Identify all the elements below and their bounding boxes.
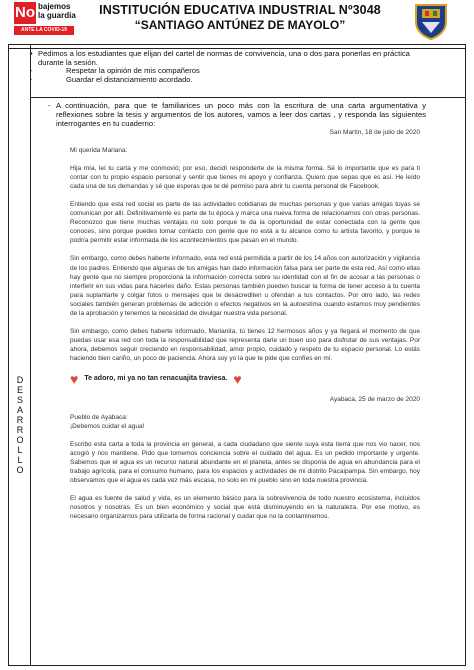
letter1-signature: Te adoro, mi ya no tan renacuajita traviesa.	[84, 375, 228, 383]
logo-line-2: la guardia	[38, 11, 76, 20]
school-crest-icon	[413, 2, 449, 40]
list-item: - Respetar la opinión de mis compañeros	[30, 66, 200, 76]
letter2-date: Ayabaca, 25 de marzo de 2020	[329, 395, 420, 403]
letter2-paragraph: Escribo esta carta a toda la provincia en general, a cada ciudadano que siente suya esta tierra que nos vio nacer, nos acogió y nos mantiene. Pido que tomemos conciencia sobre el cuidado del agua. Es un pedido importante y urgente. Sabemos que el agua es un recurso natural abundante en el planeta, antes se disponía de agua en abundancia para el trabajo agrícola, para el consumo humano, para los espacios y actividades de mi distrito Pacaipampa. Sin embargo, hoy observamos que el agua es cada vez más escasa, no solo en mi pueblo sino en toda nuestra provincia.	[70, 441, 420, 485]
stage-column	[9, 45, 31, 665]
letter1-paragraph: Entiendo que esta red social es parte de las actividades cotidianas de muchas personas y que varias amigas tuyas se comunican por allí. Definitivamente es parte de tu época y marca una nueva forma de relacionarnos con otras personas. Reconozco que tiene muchas ventajas no solo porque te da la oportunidad de estar conectada con la gente que conoces, sino porque puedes tomar contacto con gente que no está a tu alcance como tu artista favorito, y porque te podría permitir estar informada de los acontecimientos que pasan en el mundo.	[70, 201, 420, 245]
list-item: - Guardar el distanciamiento acordado.	[30, 74, 193, 84]
school-title: INSTITUCIÓN EDUCATIVA INDUSTRIAL Nº3048	[99, 3, 381, 17]
logo-no: No	[14, 2, 36, 24]
heart-icon: ♥	[233, 370, 242, 387]
intro-paragraph: - A continuación, para que te familiarices un poco más con la escritura de una carta argumentativa y reflexiones sobre la tesis y argumentos de los autores, vamos a leer dos cartas , y responda las siguientes interrogantes en tu cuaderno:	[48, 101, 426, 128]
letters-image	[70, 128, 420, 522]
campaign-logo	[14, 2, 86, 38]
letter2-greeting: Pueblo de Ayabaca:	[70, 414, 128, 422]
page-header	[0, 0, 474, 42]
letter1-paragraph: Hija mía, leí tu carta y me conmovió; por eso, decidí responderte de la misma forma. Sé lo importante que es para ti contar con tu propio espacio personal y sentir que tienes mi apoyo y confianza. Quiero que sepas que es así. He leído cada una de tus demandas y sé que esperas que te dé permiso para abrir tu cuenta personal de Facebook.	[70, 165, 420, 191]
letter1-date: San Martín, 18 de julio de 2020	[329, 129, 420, 136]
logo-line-1: bajemos	[38, 2, 71, 11]
logo-strip: ANTE LA COVID-19	[14, 26, 74, 35]
stage-label: D E S A R R O L L O	[16, 375, 24, 475]
letter1-paragraph: Sin embargo, como debes haberte informado, esta red está permitida a partir de los 14 años con autorización y vigilancia de los padres. Entiendo que algunas de tus amigas han dado información falsa para ser parte de esta red. Así como ellas hay gente que no siempre proporciona la información correcta sobre su identidad con el fin de acosar a las personas o interferir en sus vidas para hacerles daño. Estas personas también pueden buscar la forma de tener acceso a tu cuenta para suplantarte y colgar fotos o mensajes que te desacrediten u ofendan a tus contactos. Por otro lado, las redes sociales también generan problemas de adicción o efectos negativos en la autoestima cuando estamos muy pendientes de la aprobación y tenemos la necesidad de divulgar nuestra vida personal.	[70, 255, 420, 317]
heart-icon: ♥	[70, 370, 79, 387]
letter2-paragraph: El agua es fuente de salud y vida, es un elemento básico para la sobrevivencia de todo nuestro ecosistema, incluidos nosotros y nosotras. Es un bien económico y social que está disminuyendo en la naturaleza. Por ese motivo, es necesario organizarnos para utilizarla de forma racional y cuidar que no la contaminemos.	[70, 495, 420, 521]
letter1-greeting: Mi querida Mariana:	[70, 147, 128, 155]
school-subtitle: “SANTIAGO ANTÚNEZ DE MAYOLO”	[134, 18, 346, 32]
signature-row	[70, 372, 420, 386]
instructions-list	[30, 50, 430, 84]
letter1-paragraph: Sin embargo, como debes haberte informado, Marianita, tú tienes 12 hermosos años y ya llegará el momento de que puedas usar esa red con toda la responsabilidad que representa darle un buen uso para disfrutar de sus ventajas. Por ahora, debemos seguir creciendo en responsabilidad, amor propio, cuidado y respeto de tu espacio personal. Lo estás haciendo bien cariño, un poco de paciencia. Ahora soy yo la que te pide que confíes en mí.	[70, 327, 420, 362]
letter2-exclamation: ¡Debemos cuidar el agua!	[70, 423, 145, 431]
list-item: • Pedimos a los estudiantes que elijan del cartel de normas de convivencia, una o dos para ponerlas en práctica durante la sesión.	[30, 49, 410, 67]
